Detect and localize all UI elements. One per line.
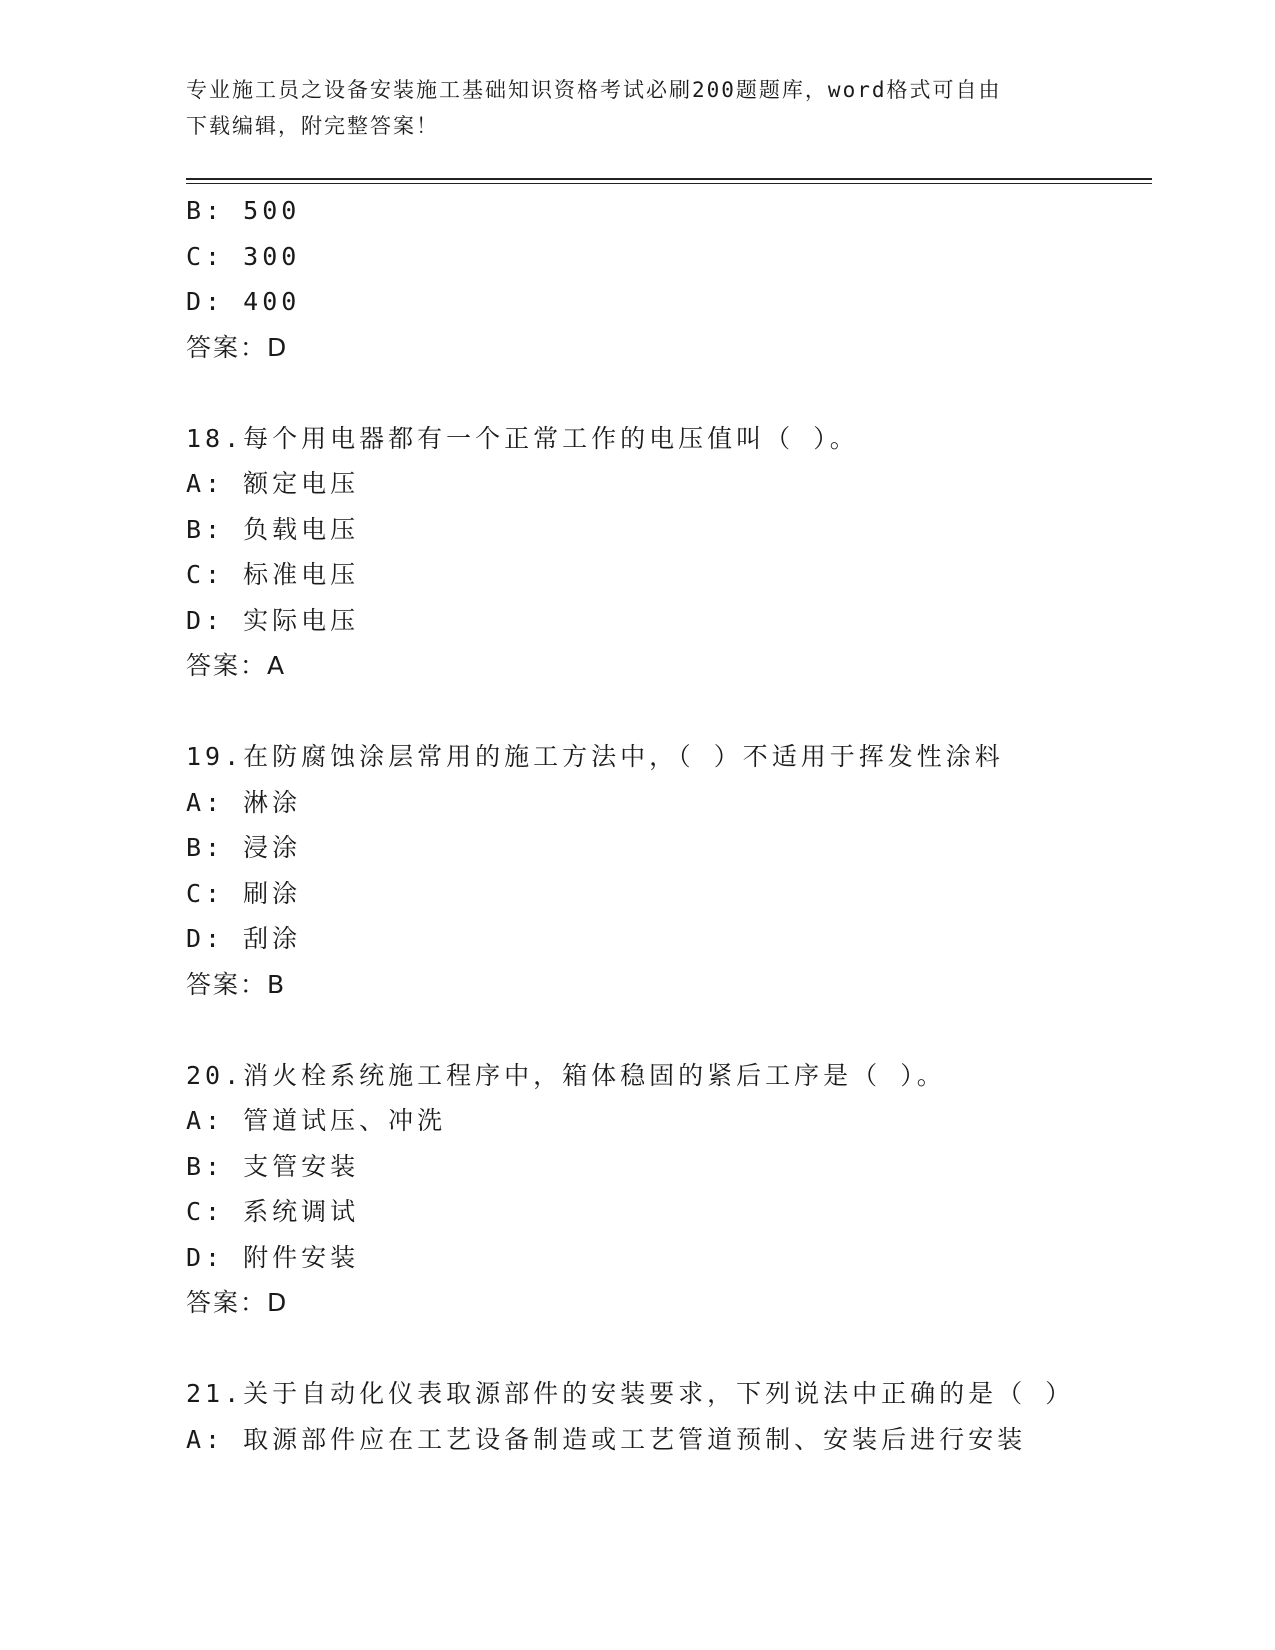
option-d: D: 附件安装 (186, 1242, 360, 1272)
option-a: A: 管道试压、冲洗 (186, 1106, 447, 1135)
question-19 (186, 734, 1146, 1007)
option-d: D: 实际电压 (186, 605, 360, 635)
question-21 (186, 1371, 1146, 1462)
question-text: 21.关于自动化仪表取源部件的安装要求，下列说法中正确的是（ ） (186, 1379, 1075, 1408)
question-text: 18.每个用电器都有一个正常工作的电压值叫（ ）。 (186, 423, 859, 453)
option-c: C: 系统调试 (186, 1197, 360, 1226)
option-c: C: 刷涂 (186, 878, 302, 908)
header-divider-thick (186, 178, 1152, 180)
header-line-2: 下载编辑，附完整答案！ (186, 114, 439, 138)
question-20 (186, 1053, 1146, 1326)
option-c: C: 300 (186, 241, 301, 271)
option-b: B: 500 (186, 196, 301, 225)
header-line-1: 专业施工员之设备安装施工基础知识资格考试必刷200题题库，word格式可自由 (186, 78, 1002, 102)
spacer (186, 1326, 1146, 1372)
option-d: D: 刮涂 (186, 924, 302, 953)
option-a: A: 取源部件应在工艺设备制造或工艺管道预制、安装后进行安装 (186, 1424, 1027, 1454)
option-a: A: 额定电压 (186, 469, 360, 498)
question-text: 19.在防腐蚀涂层常用的施工方法中，（ ）不适用于挥发性涂料 (186, 742, 1004, 771)
option-b: B: 支管安装 (186, 1151, 360, 1181)
answer-line: 答案：B (186, 969, 287, 999)
spacer (186, 370, 1146, 416)
option-b: B: 负载电压 (186, 514, 360, 544)
answer-line: 答案：D (186, 1288, 289, 1317)
question-18 (186, 416, 1146, 689)
header-divider-thin (186, 183, 1152, 184)
document-header (186, 72, 1066, 144)
option-a: A: 淋涂 (186, 787, 302, 817)
answer-line: 答案：D (186, 332, 289, 362)
option-d: D: 400 (186, 287, 301, 316)
question-text: 20.消火栓系统施工程序中，箱体稳固的紧后工序是（ ）。 (186, 1060, 946, 1090)
answer-line: 答案：A (186, 651, 287, 680)
option-b: B: 浸涂 (186, 833, 302, 862)
spacer (186, 689, 1146, 735)
question-17 (186, 188, 1146, 370)
question-list (186, 188, 1146, 1462)
option-c: C: 标准电压 (186, 560, 360, 589)
spacer (186, 1007, 1146, 1053)
